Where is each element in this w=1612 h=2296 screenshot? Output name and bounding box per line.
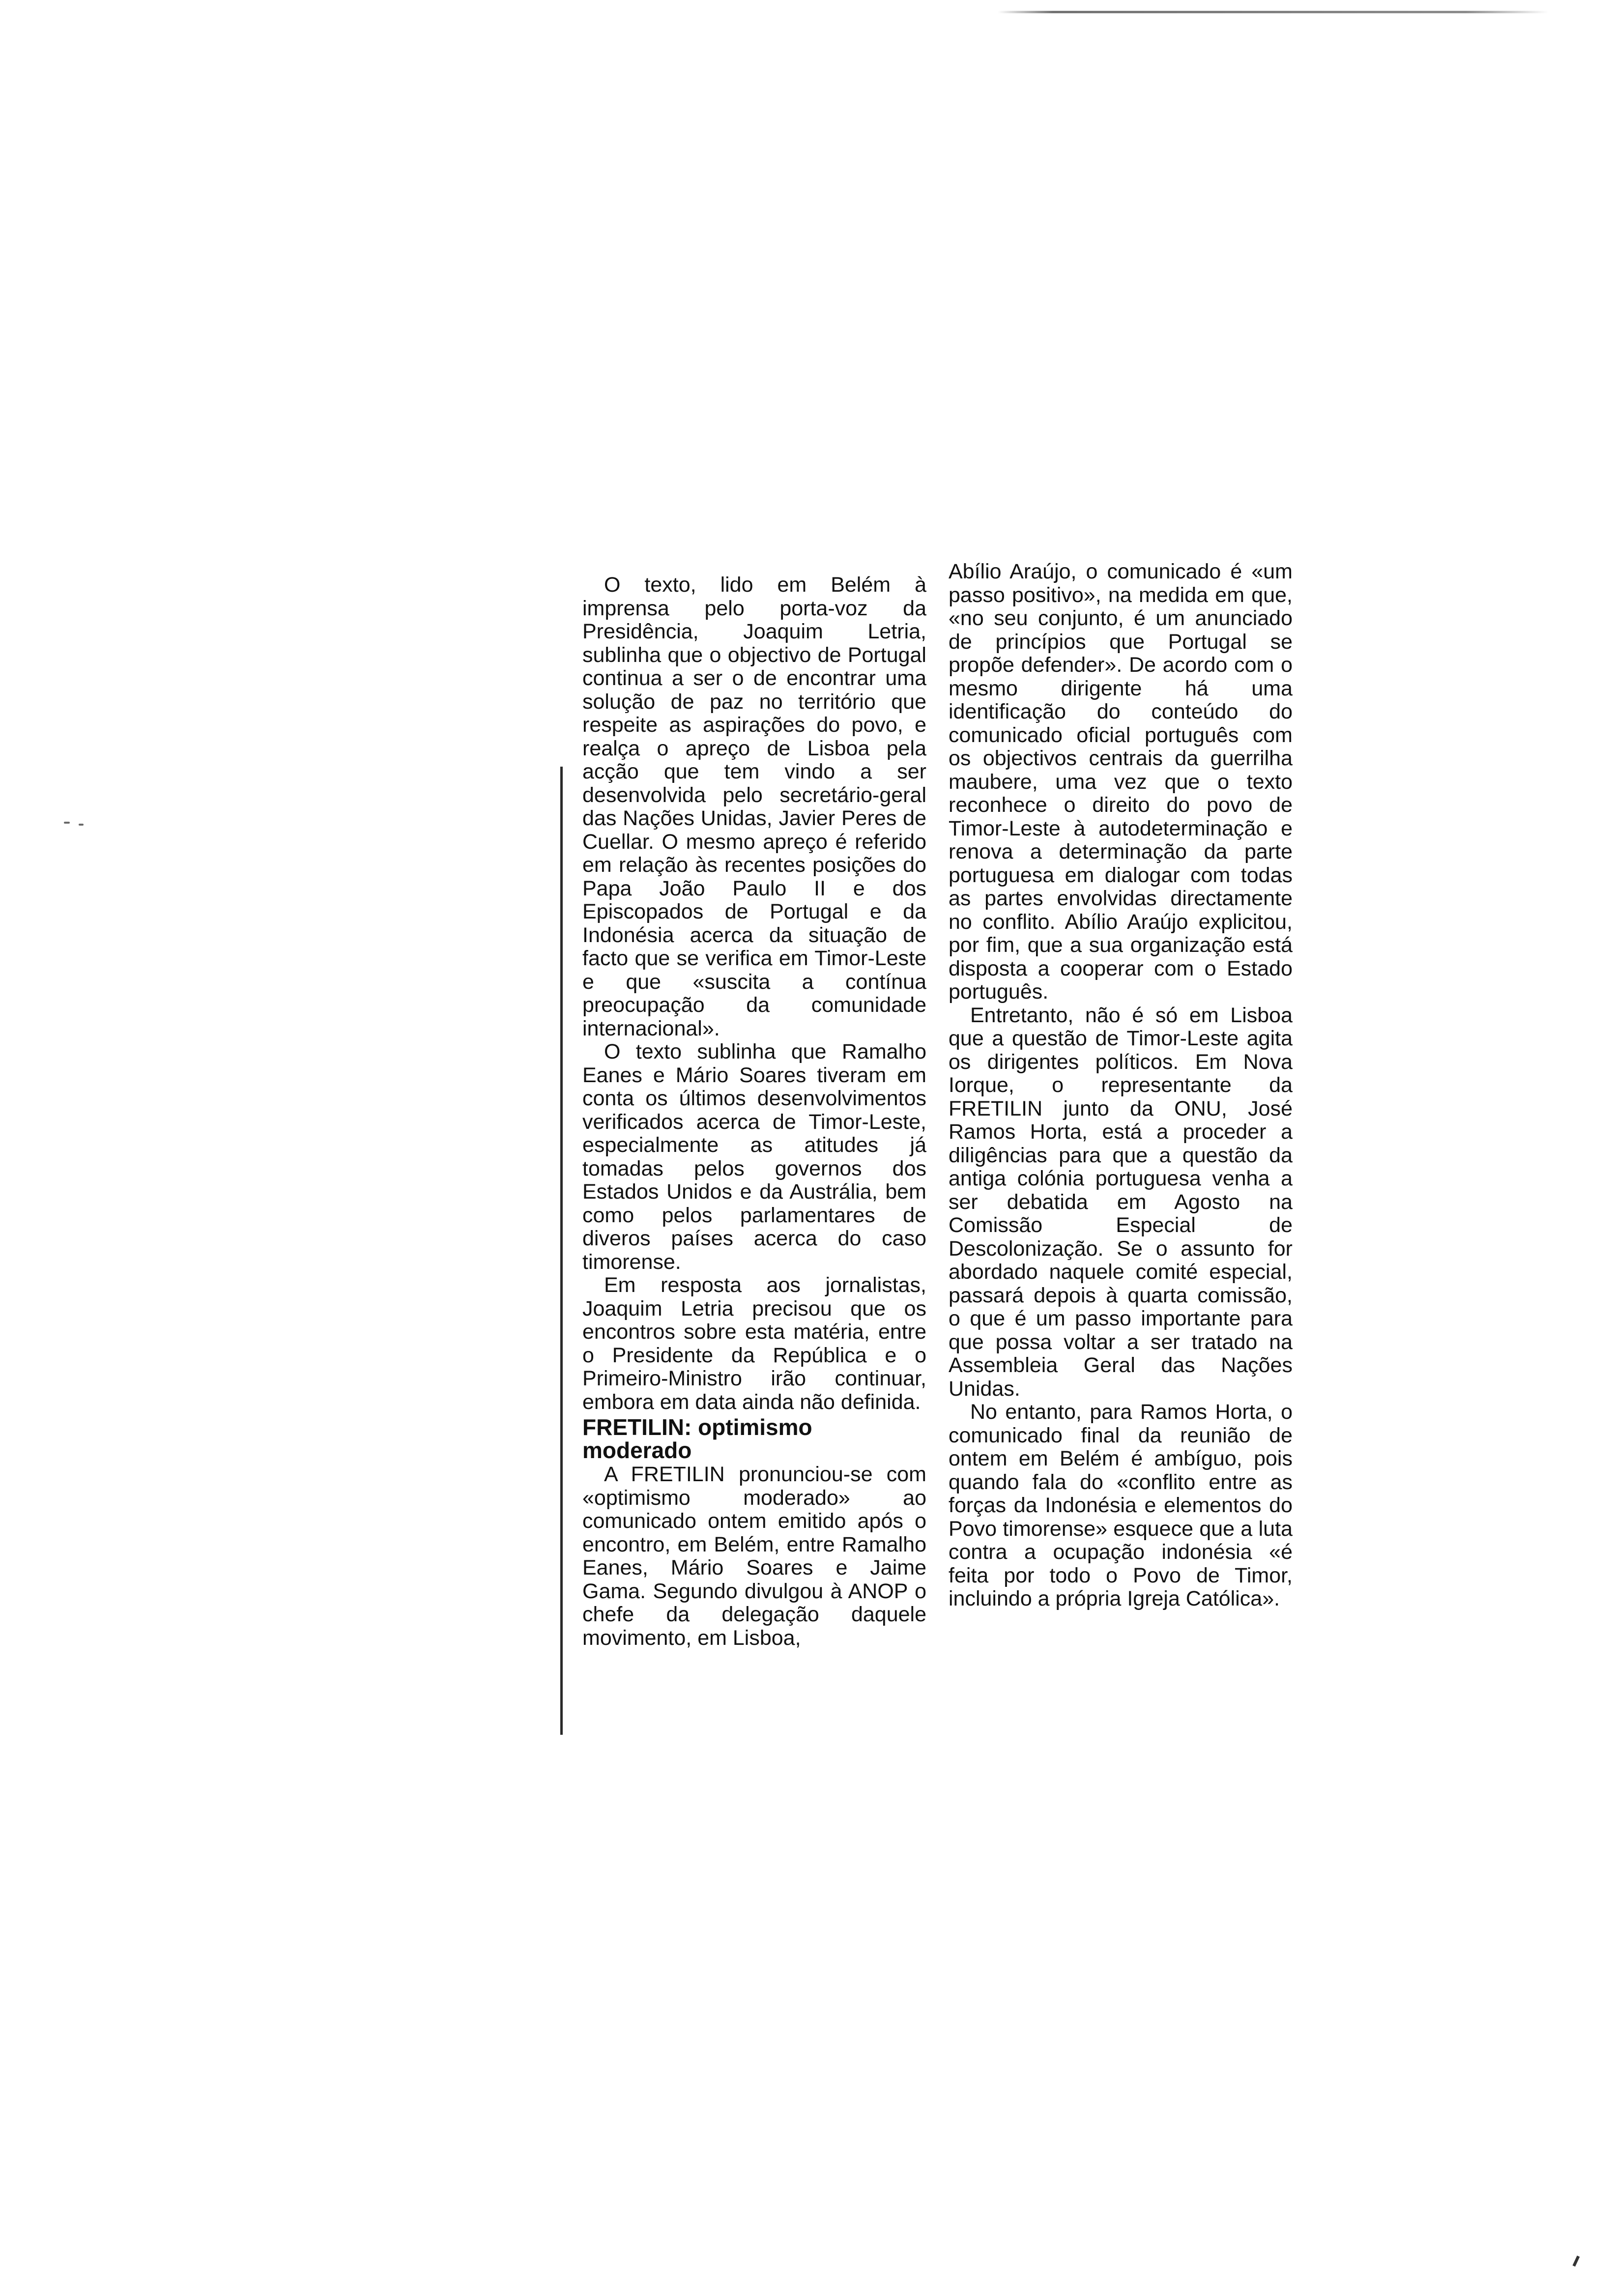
article-paragraph: O texto, lido em Belém à imprensa pelo porta-voz da Presidência, Joaquim Letria, sublinha que o objectivo de Portugal continua a ser o de encontrar uma solução de paz no território que respeite as aspirações do povo, e realça o apreço de Lisboa pela acção que tem vindo a ser desenvolvida pelo secretário-geral das Nações Unidas, Javier Peres de Cuellar. O mesmo apreço é referido em relação às recentes posições do Papa João Paulo II e dos Episcopados de Portugal e da Indonésia acerca da situação de facto que se verifica em Timor-Leste e que «suscita a contínua preocupação da comunidade internacional». xyxy=(582,573,926,1040)
article-paragraph: No entanto, para Ramos Horta, o comunicado final da reunião de ontem em Belém é ambíguo, pois quando fala do «conflito entre as forças da Indonésia e elementos do Povo timorense» esquece que a luta contra a ocupação indonésia «é feita por todo o Povo de Timor, incluindo a própria Igreja Católica». xyxy=(949,1400,1293,1610)
scan-speck xyxy=(64,822,70,824)
column-rule xyxy=(560,767,563,1735)
left-column xyxy=(582,574,926,1650)
article-paragraph: O texto sublinha que Ramalho Eanes e Mário Soares tiveram em conta os últimos desenvolvimentos verificados acerca de Timor-Leste, especialmente as atitudes já tomadas pelos governos dos Estados Unidos e da Austrália, bem como pelos parlamentares de diveros países acerca do caso timorense. xyxy=(582,1040,926,1274)
section-subheading: FRETILIN: optimismo moderado xyxy=(582,1414,812,1463)
article-paragraph: A FRETILIN pronunciou-se com «optimismo moderado» ao comunicado ontem emitido após o encontro, em Belém, entre Ramalho Eanes, Mário Soares e Jaime Gama. Segundo divulgou à ANOP o chefe da delegação daquele movimento, em Lisboa, xyxy=(582,1463,926,1650)
article-paragraph: Entretanto, não é só em Lisboa que a questão de Timor-Leste agita os dirigentes políticos. Em Nova Iorque, o representante da FRETILIN junto da ONU, José Ramos Horta, está a proceder a diligências para que a questão da antiga colónia portuguesa venha a ser debatida em Agosto na Comissão Especial de Descolonização. Se o assunto for abordado naquele comité especial, passará depois à quarta comissão, o que é um passo importante para que possa voltar a ser tratado na Assembleia Geral das Nações Unidas. xyxy=(949,1003,1293,1401)
newspaper-clipping xyxy=(560,560,1317,1705)
top-scan-rule xyxy=(998,11,1548,13)
article-paragraph: Em resposta aos jornalistas, Joaquim Letria precisou que os encontros sobre esta matéria, entre o Presidente da República e o Primeiro-Ministro irão continuar, embora em data ainda não definida. xyxy=(582,1273,926,1414)
scan-speck xyxy=(79,824,84,826)
article-paragraph-continuation: Abílio Araújo, o comunicado é «um passo positivo», na medida em que, «no seu conjunto, é um anunciado de princípios que Portugal se propõe defender». De acordo com o mesmo dirigente há uma identificação do conteúdo do comunicado oficial português com os objectivos centrais da guerrilha maubere, uma vez que o texto reconhece o direito do povo de Timor-Leste à autodeterminação e renova a determinação da parte portuguesa em dialogar com todas as partes envolvidas directamente no conflito. Abílio Araújo explicitou, por fim, que a sua organização está disposta a cooperar com o Estado português. xyxy=(949,560,1293,1004)
right-column xyxy=(949,560,1293,1611)
scan-corner-mark xyxy=(1573,2256,1580,2267)
